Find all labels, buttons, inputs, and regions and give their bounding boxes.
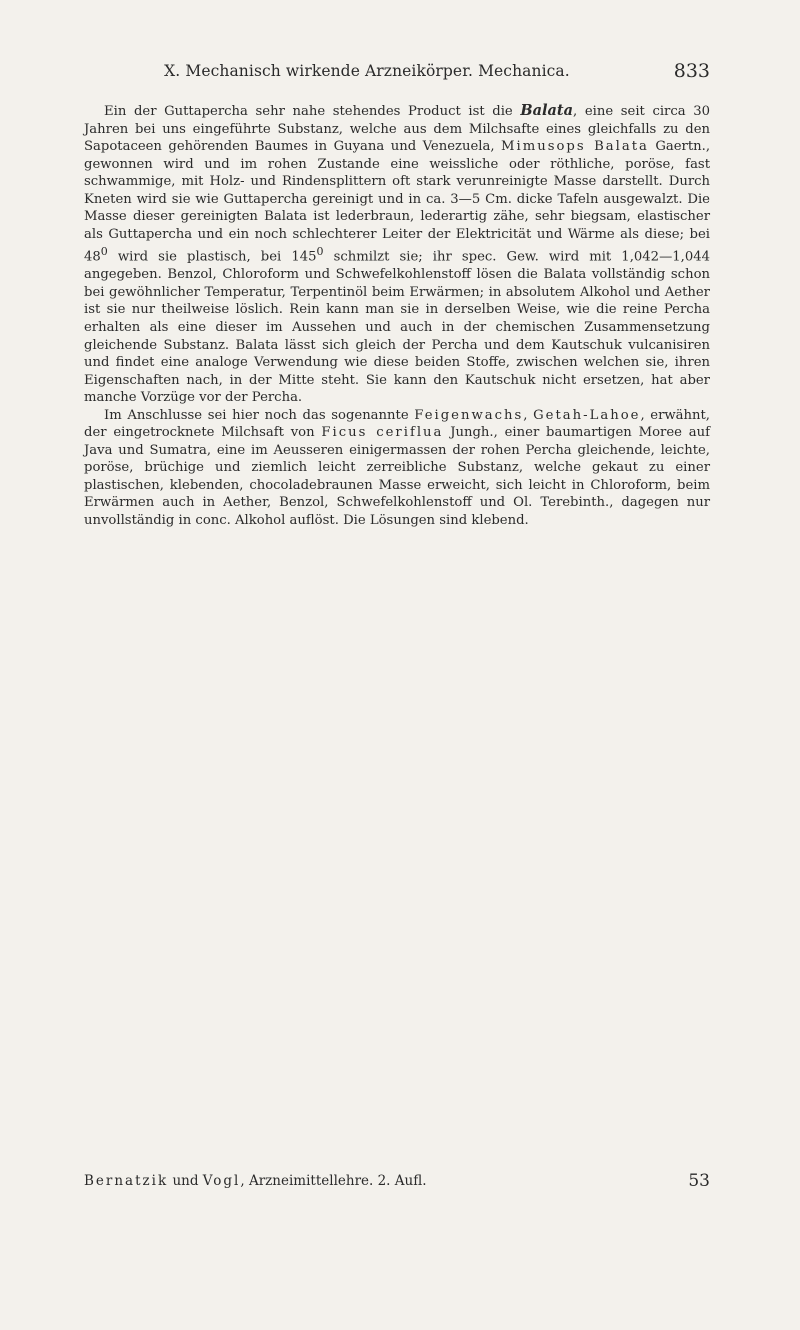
text-run: wird sie plastisch, bei 145 [107, 249, 317, 265]
text-run: und [168, 1173, 203, 1189]
paragraph-balata [84, 102, 710, 407]
text-run: Im Anschlusse sei hier noch das sogenannte [104, 407, 415, 423]
signature-mark: 53 [688, 1171, 710, 1191]
degree-mark: 0 [316, 245, 324, 259]
text-run: , erwähnt, der eingetrocknete Milchsaft von [84, 407, 711, 441]
text-run: schmilzt sie; ihr spec. Gew. wird mit 1,042—1,044 angegeben. Benzol, Chloroform und Schwefelkohlenstoff lösen die Balata vollständig schon bei gewöhnlicher Temperatur, Terpentinöl beim Erwärmen; in absolutem Alkohol und Aether ist sie nur theilweise löslich. Rein kann man sie in derselben Weise, wie die reine Percha erhalten als eine dieser im Aussehen und auch in der chemischen Zusammensetzung gleichende Substanz. Balata lässt sich gleich der Percha und dem Kautschuk vulcanisiren und findet eine analoge Verwendung wie diese beiden Stoffe, zwischen welchen sie, ihren Eigenschaften nach, in der Mitte steht. Sie kann den Kautschuk nicht ersetzen, hat aber manche Vorzüge vor der Percha. [84, 249, 711, 406]
footer-citation [84, 1173, 427, 1189]
text-run: Gaertn., gewonnen wird und im rohen Zustande eine weissliche oder röthliche, poröse, fast schwammige, mit Holz- und Rindensplittern oft stark verunreinigte Masse darstellt. Durch Kneten wird sie wie Guttapercha gereinigt und in ca. 3—5 Cm. dicke Tafeln ausgewalzt. Die Masse dieser gereinigten Balata ist lederbraun, lederartig zähe, sehr biegsam, elastischer als Guttapercha und ein noch schlechterer Leiter der Elektricität und Wärme als diese; bei 48 [84, 139, 711, 265]
author-bernatzik: Bernatzik [84, 1173, 169, 1189]
term-balata: Balata [520, 102, 574, 119]
term-getah-lahoe: Getah-Lahoe [533, 407, 641, 423]
term-feigenwachs: Feigenwachs [414, 407, 524, 423]
running-title: X. Mechanisch wirkende Arzneikörper. Mechanica. [164, 62, 570, 80]
paragraph-feigenwachs [84, 407, 710, 530]
species-name-mimusops: Mimusops Balata [500, 139, 649, 155]
degree-mark: 0 [100, 245, 108, 259]
text-run: Ein der Guttapercha sehr nahe stehendes Product ist die [104, 104, 521, 119]
page-header [84, 62, 710, 86]
text-run: , [523, 407, 534, 423]
text-run: , eine seit circa 30 Jahren bei uns eingeführte Substanz, welche aus dem Milchsafte eines gleichfalls zu den Sapotaceen gehörenden Baumes in Guyana und Venezuela, [84, 104, 710, 155]
species-name-ficus: Ficus ceriflua [321, 425, 444, 441]
text-run: Jungh., einer baumartigen Moree auf Java und Sumatra, eine im Aeusseren einigermassen der rohen Percha gleichende, leichte, poröse, brüchige und ziemlich leicht zerreibliche Substanz, welche gekaut zu einer plastischen, klebenden, chocoladebraunen Masse erweicht, sich leicht in Chloroform, beim Erwärmen auch in Aether, Benzol, Schwefelkohlenstoff und Ol. Terebinth., dagegen nur unvollständig in conc. Alkohol auflöst. Die Lösungen sind klebend. [84, 425, 711, 528]
body-text [84, 102, 710, 530]
page-number: 833 [673, 60, 710, 82]
text-run: , Arzneimittellehre. 2. Aufl. [240, 1173, 427, 1189]
page-footer [84, 1173, 710, 1195]
author-vogl: Vogl [202, 1173, 241, 1189]
